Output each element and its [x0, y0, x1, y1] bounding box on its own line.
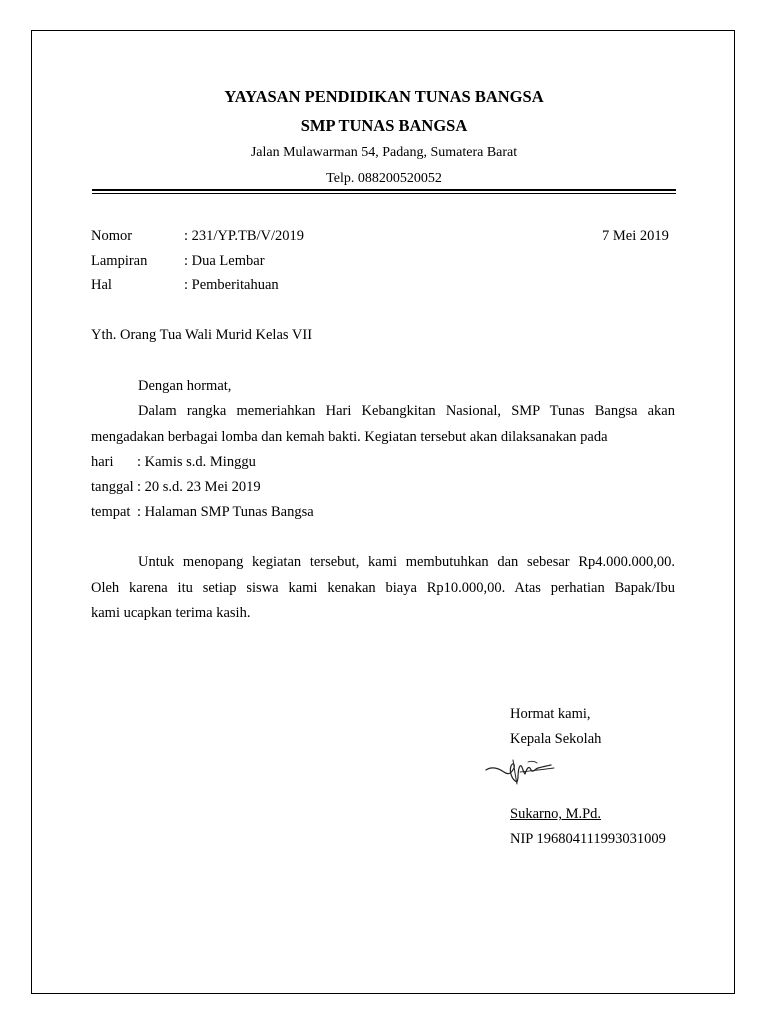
tempat-value: : Halaman SMP Tunas Bangsa [137, 504, 314, 520]
hari-label: hari [91, 454, 114, 470]
paragraph-1-line-1: Dalam rangka memeriahkan Hari Kebangkitan Nasional, SMP Tunas Bangsa akan [138, 403, 675, 419]
signature-scribble [484, 752, 564, 792]
signatory-position: Kepala Sekolah [510, 731, 602, 747]
paragraph-2-line-1: Untuk menopang kegiatan tersebut, kami membutuhkan dan sebesar Rp4.000.000,00. [138, 554, 675, 570]
letterhead-rule-thin [92, 193, 676, 194]
paragraph-2-line-2: Oleh karena itu setiap siswa kami kenakan biaya Rp10.000,00. Atas perhatian Bapak/Ibu [91, 580, 675, 596]
foundation-name: YAYASAN PENDIDIKAN TUNAS BANGSA [224, 87, 544, 106]
nomor-label: Nomor [91, 228, 133, 244]
recipient: Yth. Orang Tua Wali Murid Kelas VII [91, 327, 313, 343]
tanggal-value: : 20 s.d. 23 Mei 2019 [137, 479, 261, 495]
school-address: Jalan Mulawarman 54, Padang, Sumatera Barat [250, 145, 518, 160]
school-name: SMP TUNAS BANGSA [300, 116, 468, 135]
lampiran-label: Lampiran [91, 253, 148, 269]
paragraph-1-line-2: mengadakan berbagai lomba dan kemah bakti. Kegiatan tersebut akan dilaksanakan pada [91, 429, 608, 445]
hal-label: Hal [91, 277, 112, 293]
closing-salutation: Hormat kami, [510, 706, 591, 722]
letter-date: 7 Mei 2019 [602, 228, 669, 244]
signatory-nip: NIP 196804111993031009 [510, 831, 666, 847]
hari-value: : Kamis s.d. Minggu [137, 454, 256, 470]
tempat-label: tempat [91, 504, 131, 520]
signatory-name: Sukarno, M.Pd. [510, 806, 602, 822]
paragraph-2-line-3: kami ucapkan terima kasih. [91, 605, 251, 621]
nomor-value: : 231/YP.TB/V/2019 [184, 228, 305, 244]
letterhead-rule-thick [92, 189, 676, 191]
hal-value: : Pemberitahuan [184, 277, 279, 293]
tanggal-label: tanggal [91, 479, 134, 495]
school-phone: Telp. 088200520052 [326, 171, 442, 186]
lampiran-value: : Dua Lembar [184, 253, 265, 269]
greeting: Dengan hormat, [138, 378, 232, 394]
